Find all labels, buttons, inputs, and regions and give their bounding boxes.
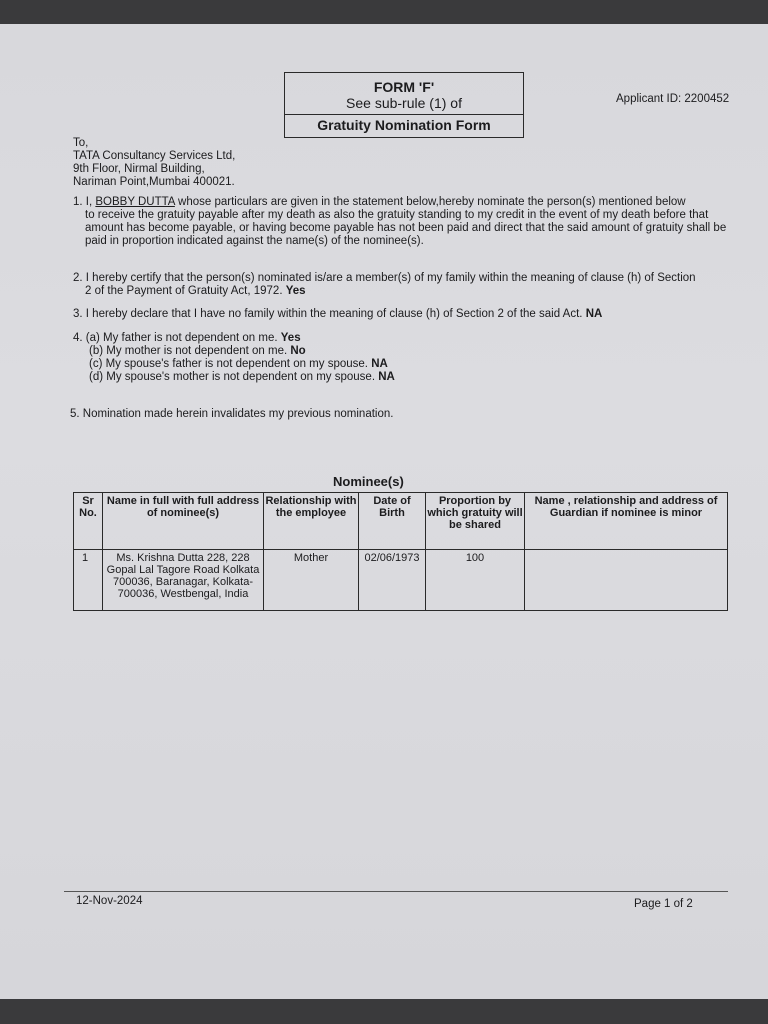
- address-to: To,: [73, 137, 89, 149]
- footer-divider: [64, 891, 728, 892]
- clause-text: 2 of the Payment of Gratuity Act, 1972.: [85, 285, 286, 297]
- clause-answer: NA: [371, 358, 388, 370]
- clause-answer: No: [290, 345, 306, 357]
- form-title-box: [284, 72, 524, 138]
- page-number: Page 1 of 2: [634, 898, 693, 910]
- footer-date: 12-Nov-2024: [76, 895, 143, 907]
- table-header-row: [74, 493, 728, 550]
- cell-sr: 1: [74, 550, 103, 611]
- clause-text: (c) My spouse's father is not dependent on my spouse.: [89, 358, 372, 370]
- clause-text: 3. I hereby declare that I have no family within the meaning of clause (h) of Section 2 of the said Act.: [73, 308, 586, 320]
- cell-proportion: 100: [426, 550, 525, 611]
- form-sub-rule: See sub-rule (1) of: [346, 95, 462, 111]
- clause-answer: Yes: [280, 332, 301, 344]
- clause-text: (d) My spouse's mother is not dependent on my spouse.: [89, 371, 379, 383]
- col-header-relationship: Relationship with the employee: [264, 493, 359, 550]
- clause-text: whose particulars are given in the statement below,hereby nominate the person(s) mentioned below: [174, 196, 686, 208]
- table-row: [74, 550, 728, 611]
- nominee-section-title: Nominee(s): [333, 474, 404, 489]
- form-title: FORM 'F': [373, 79, 435, 95]
- address-line: 9th Floor, Nirmal Building,: [73, 163, 205, 175]
- clause-text: to receive the gratuity payable after my death as also the gratuity standing to my credit in the event of my death before that amount has become payable, or having become payable has not been paid and direct that the said amount of gratuity shall be paid in proportion indicated against the name(s) of the nominee(s).: [85, 209, 727, 247]
- nominee-table: [73, 492, 728, 611]
- col-header-proportion: Proportion by which gratuity will be shared: [426, 493, 525, 550]
- recipient-address: [73, 137, 235, 189]
- clause-text: 4. (a) My father is not dependent on me.: [73, 332, 281, 344]
- clause-text: (b) My mother is not dependent on me.: [89, 345, 291, 357]
- cell-relationship: Mother: [264, 550, 359, 611]
- clause-5: 5. Nomination made herein invalidates my previous nomination.: [70, 408, 394, 420]
- clause-2: [73, 272, 733, 298]
- col-header-sr: Sr No.: [74, 493, 103, 550]
- clause-answer: NA: [378, 371, 395, 383]
- col-header-guardian: Name , relationship and address of Guardian if nominee is minor: [525, 493, 728, 550]
- address-line: TATA Consultancy Services Ltd,: [73, 150, 236, 162]
- clause-text: 2. I hereby certify that the person(s) nominated is/are a member(s) of my family within the meaning of clause (h) of Section: [73, 272, 696, 284]
- col-header-dob: Date of Birth: [359, 493, 426, 550]
- col-header-name: Name in full with full address of nominee(s): [103, 493, 264, 550]
- address-line: Nariman Point,Mumbai 400021.: [73, 176, 235, 188]
- clause-answer: NA: [585, 308, 603, 320]
- clause-4: [73, 332, 733, 384]
- form-name: Gratuity Nomination Form: [285, 114, 523, 134]
- cell-dob: 02/06/1973: [359, 550, 426, 611]
- clause-1: [73, 196, 733, 248]
- clause-3: [73, 308, 733, 321]
- cell-name-address: Ms. Krishna Dutta 228, 228 Gopal Lal Tagore Road Kolkata 700036, Baranagar, Kolkata- 700036, Westbengal, India: [103, 550, 264, 611]
- clause-prefix: 1. I,: [73, 196, 96, 208]
- cell-guardian: [525, 550, 728, 611]
- clause-answer: Yes: [285, 285, 306, 297]
- applicant-id: Applicant ID: 2200452: [616, 93, 730, 105]
- document-page: [0, 24, 768, 999]
- employee-name: BOBBY DUTTA: [95, 196, 175, 208]
